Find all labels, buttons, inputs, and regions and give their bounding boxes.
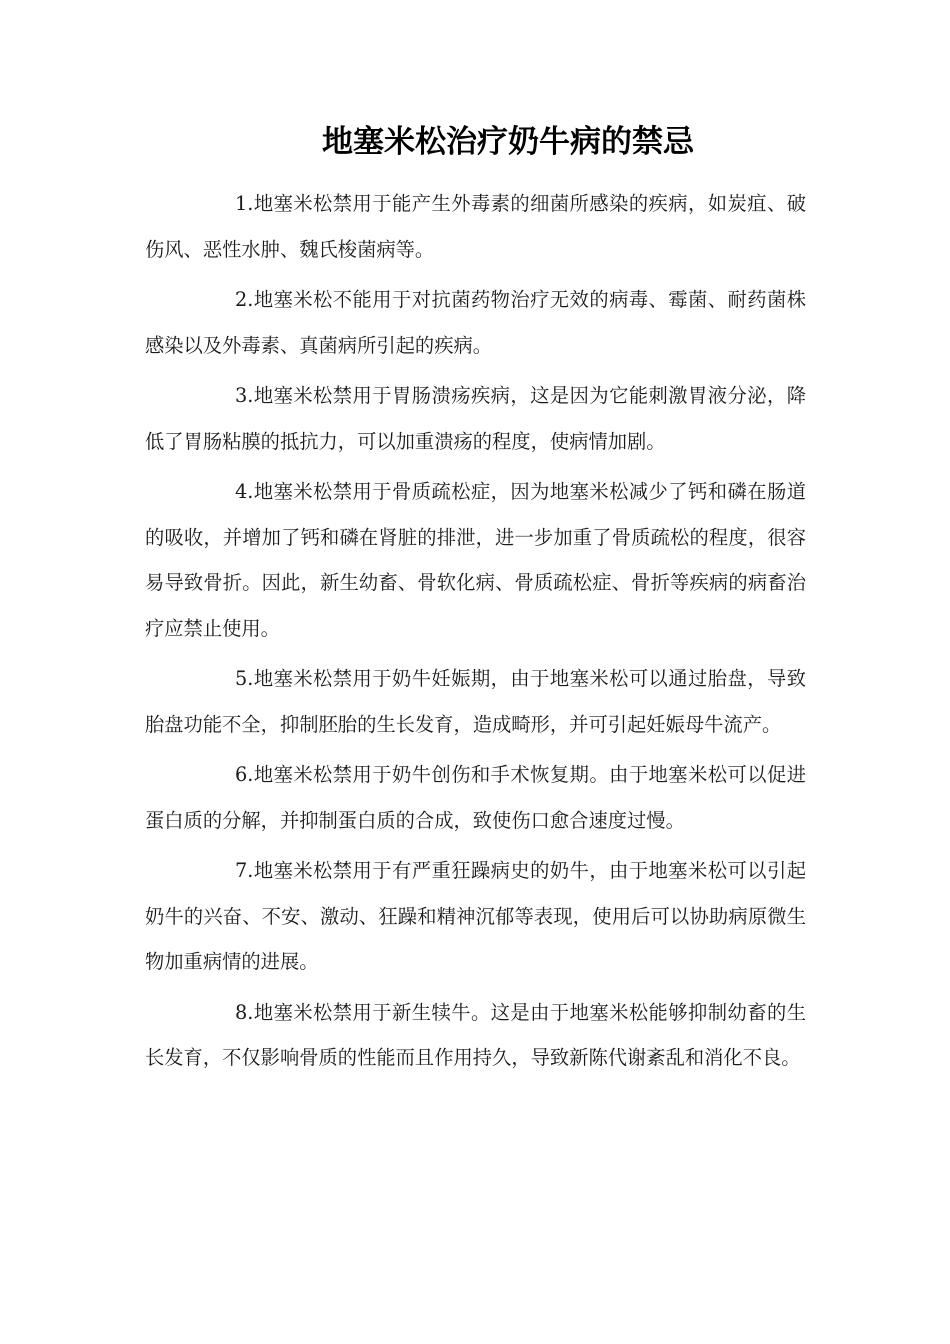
document-body: [145, 181, 806, 1086]
paragraph-6: 6.地塞米松禁用于奶牛创伤和手术恢复期。由于地塞米松可以促进蛋白质的分解，并抑制蛋白质的合成，致使伤口愈合速度过慢。: [145, 763, 806, 832]
paragraph-3: 3.地塞米松禁用于胃肠溃疡疾病，这是因为它能刺激胃液分泌，降低了胃肠粘膜的抵抗力，可以加重溃疡的程度，使病情加剧。: [145, 384, 806, 453]
paragraph-4: 4.地塞米松禁用于骨质疏松症，因为地塞米松减少了钙和磷在肠道的吸收，并增加了钙和磷在肾脏的排泄，进一步加重了骨质疏松的程度，很容易导致骨折。因此，新生幼畜、骨软化病、骨质疏松症、骨折等疾病的病畜治疗应禁止使用。: [145, 480, 806, 640]
paragraph-8: 8.地塞米松禁用于新生犊牛。这是由于地塞米松能够抑制幼畜的生长发育，不仅影响骨质的性能而且作用持久，导致新陈代谢紊乱和消化不良。: [145, 1000, 806, 1069]
paragraph-1: 1.地塞米松禁用于能产生外毒素的细菌所感染的疾病，如炭疽、破伤风、恶性水肿、魏氏梭菌病等。: [145, 192, 806, 261]
paragraph-5: 5.地塞米松禁用于奶牛妊娠期，由于地塞米松可以通过胎盘，导致胎盘功能不全，抑制胚胎的生长发育，造成畸形，并可引起妊娠母牛流产。: [145, 667, 806, 736]
paragraph-7: 7.地塞米松禁用于有严重狂躁病史的奶牛，由于地塞米松可以引起奶牛的兴奋、不安、激动、狂躁和精神沉郁等表现，使用后可以协助病原微生物加重病情的进展。: [145, 859, 806, 973]
paragraph-2: 2.地塞米松不能用于对抗菌药物治疗无效的病毒、霉菌、耐药菌株感染以及外毒素、真菌病所引起的疾病。: [145, 288, 806, 357]
document-title: 地塞米松治疗奶牛病的禁忌: [322, 124, 694, 160]
